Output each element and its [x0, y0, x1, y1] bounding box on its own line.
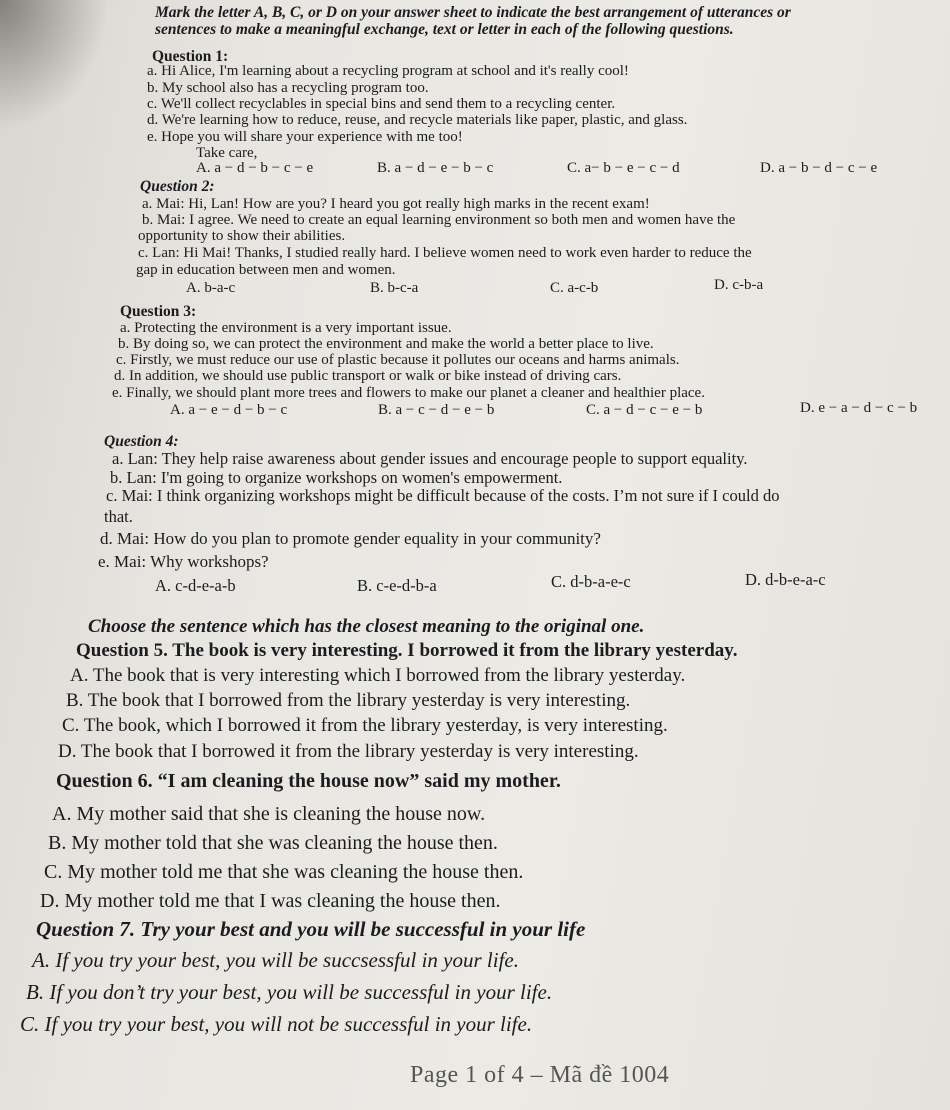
q1-option-a: A. a − d − b − c − e: [196, 160, 314, 176]
page-shadow: [0, 0, 110, 130]
section-2-heading: Choose the sentence which has the closest meaning to the original one.: [88, 616, 645, 637]
page-footer: Page 1 of 4 – Mã đề 1004: [410, 1062, 670, 1088]
q3-option-a: A. a − e − d − b − c: [170, 402, 288, 418]
q4-option-b: B. c-e-d-b-a: [357, 576, 437, 595]
q2-line-b-cont: opportunity to show their abilities.: [138, 228, 346, 244]
q5-option-a: A. The book that is very interesting which I borrowed from the library yesterday.: [70, 665, 686, 686]
q7-option-c: C. If you try your best, you will not be successful in your life.: [20, 1012, 533, 1036]
q1-option-d: D. a − b − d − c − e: [760, 160, 878, 176]
q3-line-e: e. Finally, we should plant more trees and flowers to make our planet a cleaner and healthier place.: [112, 385, 705, 401]
q1-line-e: e. Hope you will share your experience with me too!: [147, 129, 463, 145]
q2-option-c: C. a-c-b: [550, 280, 599, 296]
q6-option-d: D. My mother told me that I was cleaning the house then.: [40, 890, 501, 912]
q2-line-a: a. Mai: Hi, Lan! How are you? I heard you got really high marks in the recent exam!: [142, 196, 650, 212]
q1-option-b: B. a − d − e − b − c: [377, 160, 494, 176]
q2-option-d: D. c-b-a: [714, 277, 764, 293]
q5-option-c: C. The book, which I borrowed it from the library yesterday, is very interesting.: [62, 715, 668, 736]
question-2-title: Question 2:: [140, 178, 215, 195]
question-1-title: Question 1:: [152, 48, 229, 65]
q1-line-a: a. Hi Alice, I'm learning about a recycling program at school and it's really cool!: [147, 63, 629, 79]
q3-option-c: C. a − d − c − e − b: [586, 402, 703, 418]
q4-line-c: c. Mai: I think organizing workshops might be difficult because of the costs. I’m not sure if I could do: [106, 486, 780, 505]
q1-line-b: b. My school also has a recycling program too.: [147, 80, 429, 96]
q4-line-a: a. Lan: They help raise awareness about gender issues and encourage people to support equality.: [112, 449, 748, 468]
q6-option-a: A. My mother said that she is cleaning the house now.: [52, 803, 486, 825]
q5-option-b: B. The book that I borrowed from the library yesterday is very interesting.: [66, 690, 631, 711]
q1-option-c: C. a− b − e − c − d: [567, 160, 680, 176]
question-3-title: Question 3:: [120, 303, 197, 320]
instruction-line-2: sentences to make a meaningful exchange, text or letter in each of the following questions.: [155, 21, 734, 38]
q1-line-d: d. We're learning how to reduce, reuse, and recycle materials like paper, plastic, and glass.: [147, 112, 688, 128]
q2-line-c-cont: gap in education between men and women.: [136, 262, 396, 278]
q3-line-c: c. Firstly, we must reduce our use of plastic because it pollutes our oceans and harms animals.: [116, 352, 680, 368]
q2-line-c: c. Lan: Hi Mai! Thanks, I studied really hard. I believe women need to work even harder to reduce the: [138, 245, 752, 261]
q2-option-b: B. b-c-a: [370, 280, 419, 296]
question-7-title: Question 7. Try your best and you will be successful in your life: [36, 917, 586, 941]
q1-line-c: c. We'll collect recyclables in special bins and send them to a recycling center.: [147, 96, 616, 112]
q4-line-c-cont: that.: [104, 507, 133, 526]
q3-line-a: a. Protecting the environment is a very important issue.: [120, 320, 452, 336]
q4-line-e: e. Mai: Why workshops?: [98, 552, 269, 571]
question-6-title: Question 6. “I am cleaning the house now” said my mother.: [56, 770, 561, 792]
q3-line-d: d. In addition, we should use public transport or walk or bike instead of driving cars.: [114, 368, 622, 384]
q6-option-b: B. My mother told that she was cleaning the house then.: [48, 832, 498, 854]
q4-option-d: D. d-b-e-a-c: [745, 570, 826, 589]
q4-line-b: b. Lan: I'm going to organize workshops on women's empowerment.: [110, 468, 563, 487]
q2-option-a: A. b-a-c: [186, 280, 236, 296]
q7-option-b: B. If you don’t try your best, you will be successful in your life.: [26, 980, 553, 1004]
q3-option-d: D. e − a − d − c − b: [800, 400, 918, 416]
question-4-title: Question 4:: [104, 433, 179, 450]
q1-sign-off: Take care,: [196, 145, 258, 161]
question-5-title: Question 5. The book is very interesting. I borrowed it from the library yesterday.: [76, 640, 738, 661]
instruction-line-1: Mark the letter A, B, C, or D on your answer sheet to indicate the best arrangement of utterances or: [155, 4, 791, 21]
q4-option-c: C. d-b-a-e-c: [551, 572, 631, 591]
q3-line-b: b. By doing so, we can protect the environment and make the world a better place to live.: [118, 336, 654, 352]
q4-option-a: A. c-d-e-a-b: [155, 576, 236, 595]
q5-option-d: D. The book that I borrowed it from the library yesterday is very interesting.: [58, 741, 639, 762]
q3-option-b: B. a − c − d − e − b: [378, 402, 495, 418]
q6-option-c: C. My mother told me that she was cleaning the house then.: [44, 861, 524, 883]
q7-option-a: A. If you try your best, you will be succsessful in your life.: [32, 948, 519, 972]
q2-line-b: b. Mai: I agree. We need to create an equal learning environment so both men and women have the: [142, 212, 736, 228]
q4-line-d: d. Mai: How do you plan to promote gender equality in your community?: [100, 529, 601, 548]
